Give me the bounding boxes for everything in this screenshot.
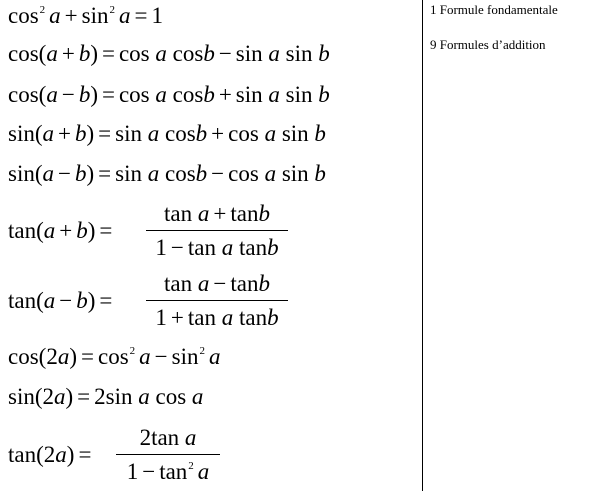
formula-fundamental: $\cos^2 a + \sin^2 a = 1$ <box>8 3 163 28</box>
column-divider <box>422 0 423 491</box>
formula-sin-sum: sin(a + b) = sin a cosb + cos a sin b <box>8 121 326 146</box>
formula-sin-difference: sin(a − b) = sin a cosb − cos a sin b <box>8 161 326 186</box>
formula-sin-double: sin(2a) = 2sin a cos a <box>8 384 204 409</box>
sidebar-item-fundamental: 1 Formule fondamentale <box>430 2 558 17</box>
formula-cos-sum: cos(a + b) = cos a cosb − sin a sin b <box>8 41 330 66</box>
formula-tan-double: tan(2a) = 2tan a $1 - \tan^2 a$ <box>8 424 268 486</box>
formula-tan-difference: tan(a − b) = tan a − tanb 1 + tan a tanb <box>8 270 308 332</box>
formula-tan-sum: tan(a + b) = tan a + tanb 1 − tan a tanb <box>8 200 308 262</box>
formula-cos-double: $\cos(2a) = \cos^2 a - \sin^2 a$ <box>8 344 221 369</box>
sidebar-item-addition: 9 Formules d’addition <box>430 37 546 52</box>
formula-cos-difference: cos(a − b) = cos a cosb + sin a sin b <box>8 82 330 107</box>
